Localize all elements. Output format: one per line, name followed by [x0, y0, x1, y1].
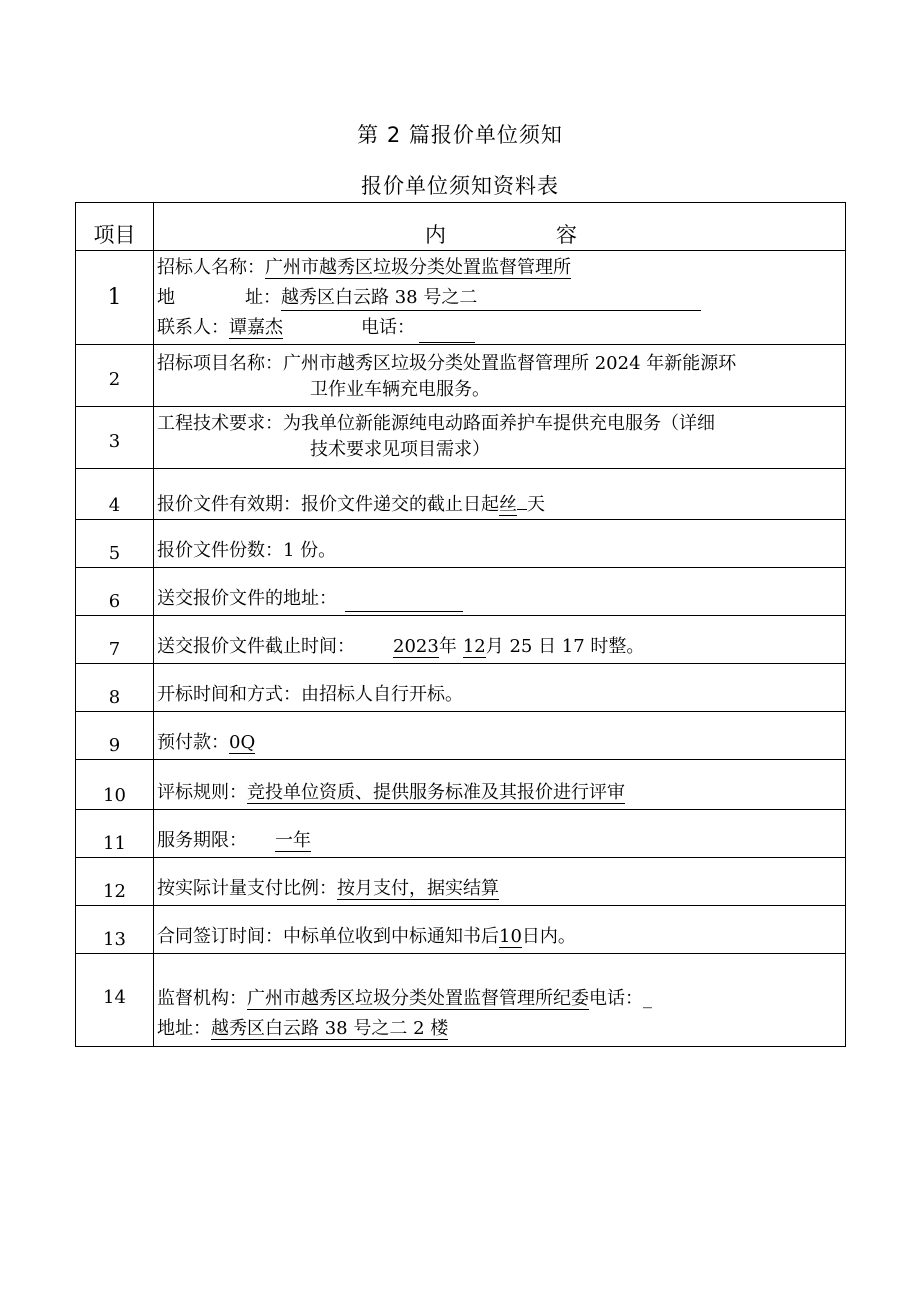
row-num: 11 — [76, 810, 154, 858]
row-label: 开标时间和方式： — [157, 684, 301, 705]
row-label: 评标规则： — [157, 782, 247, 803]
row-num: 9 — [76, 712, 154, 760]
row-num: 1 — [76, 251, 154, 345]
row-value-end: 天 — [527, 494, 545, 515]
deadline-rest: 月 25 日 17 时整。 — [485, 636, 645, 657]
header-item: 项目 — [76, 203, 154, 251]
address-blank — [345, 589, 463, 612]
table-row — [76, 858, 846, 906]
row-num: 3 — [76, 407, 154, 469]
row-label: 工程技术要求： — [157, 413, 283, 434]
row-content — [154, 906, 846, 954]
table-row — [76, 712, 846, 760]
row-content — [154, 520, 846, 568]
table-row — [76, 407, 846, 469]
phone-label: 电话： — [361, 317, 415, 338]
row-label: 预付款： — [157, 732, 229, 753]
row-value: 一年 — [275, 830, 311, 851]
row-value: 广州市越秀区垃圾分类处置监督管理所 — [265, 257, 571, 278]
row-content — [154, 469, 846, 520]
row-content — [154, 712, 846, 760]
row-content — [154, 954, 846, 1047]
deadline-year-suffix: 年 — [438, 636, 457, 657]
row-label: 招标人名称： — [157, 257, 265, 278]
row-label: 合同签订时间： — [157, 926, 283, 947]
table-row — [76, 906, 846, 954]
row-value: 越秀区白云路 38 号之二 — [281, 286, 701, 311]
row-value: 为我单位新能源纯电动路面养护车提供充电服务（详细 — [283, 413, 715, 434]
row-content — [154, 858, 846, 906]
row-num: 13 — [76, 906, 154, 954]
header-content-b: 容 — [556, 223, 577, 247]
row-label: 地址： — [157, 1018, 211, 1039]
table-row — [76, 664, 846, 712]
row-value-u: 丝 — [499, 494, 517, 515]
table-row — [76, 345, 846, 407]
header-content — [154, 203, 846, 251]
row-num: 12 — [76, 858, 154, 906]
row-value: 按月支付，据实结算 — [337, 878, 499, 899]
row-content — [154, 407, 846, 469]
header-content-a: 内 — [425, 223, 446, 247]
row-label: 送交报价文件截止时间： — [157, 636, 355, 657]
row-value: 1 份。 — [283, 540, 337, 561]
row-label: 按实际计量支付比例： — [157, 878, 337, 899]
row-num: 8 — [76, 664, 154, 712]
row-value: 谭嘉杰 — [229, 317, 283, 338]
table-header-row — [76, 203, 846, 251]
row-label: 联系人： — [157, 317, 229, 338]
table-row — [76, 469, 846, 520]
row-value-cont: 技术要求见项目需求） — [310, 439, 490, 460]
row-value: 竞投单位资质、提供服务标准及其报价进行评审 — [247, 782, 625, 803]
row-value-u: 10 — [499, 926, 522, 947]
row-num: 2 — [76, 345, 154, 407]
row-num: 10 — [76, 760, 154, 810]
row-label: 报价文件份数： — [157, 540, 283, 561]
row-label-b: 址： — [245, 287, 281, 308]
row-label-a: 地 — [157, 287, 175, 308]
table-title: 报价单位须知资料表 — [361, 174, 559, 198]
row-num: 5 — [76, 520, 154, 568]
row-value: 0Q — [229, 732, 256, 753]
info-table — [75, 202, 846, 1047]
row-num: 6 — [76, 568, 154, 616]
row-value: 越秀区白云路 38 号之二 2 楼 — [211, 1018, 449, 1039]
row-content — [154, 616, 846, 664]
row-num: 7 — [76, 616, 154, 664]
row-tail: 电话：_ — [589, 988, 652, 1009]
table-row — [76, 810, 846, 858]
row-num: 14 — [76, 954, 154, 1047]
row-content — [154, 251, 846, 345]
row-content — [154, 760, 846, 810]
table-row — [76, 568, 846, 616]
deadline-year: 2023 — [393, 636, 439, 657]
row-content — [154, 568, 846, 616]
deadline-month: 12 — [462, 636, 486, 657]
row-label: 监督机构： — [157, 988, 247, 1009]
row-label: 送交报价文件的地址： — [157, 588, 337, 609]
table-row — [76, 616, 846, 664]
row-content — [154, 345, 846, 407]
phone-blank — [419, 320, 475, 343]
row-content — [154, 810, 846, 858]
row-value: 广州市越秀区垃圾分类处置监督管理所纪委 — [247, 988, 589, 1009]
row-value: 报价文件递交的截止日起 — [301, 494, 499, 515]
table-row — [76, 520, 846, 568]
row-label: 招标项目名称： — [157, 353, 283, 374]
row-value: 广州市越秀区垃圾分类处置监督管理所 2024 年新能源环 — [283, 353, 737, 374]
row-value-end: 日内。 — [521, 926, 576, 947]
page-title: 第 2 篇报价单位须知 — [357, 123, 563, 147]
table-row — [76, 760, 846, 810]
row-value: 中标单位收到中标通知书后 — [283, 926, 499, 947]
row-label: 服务期限： — [157, 830, 247, 851]
row-num: 4 — [76, 469, 154, 520]
table-row — [76, 251, 846, 345]
row-value: 由招标人自行开标。 — [301, 684, 463, 705]
row-content — [154, 664, 846, 712]
row-label: 报价文件有效期： — [157, 494, 301, 515]
table-row — [76, 954, 846, 1047]
row-value-cont: 卫作业车辆充电服务。 — [310, 379, 490, 400]
